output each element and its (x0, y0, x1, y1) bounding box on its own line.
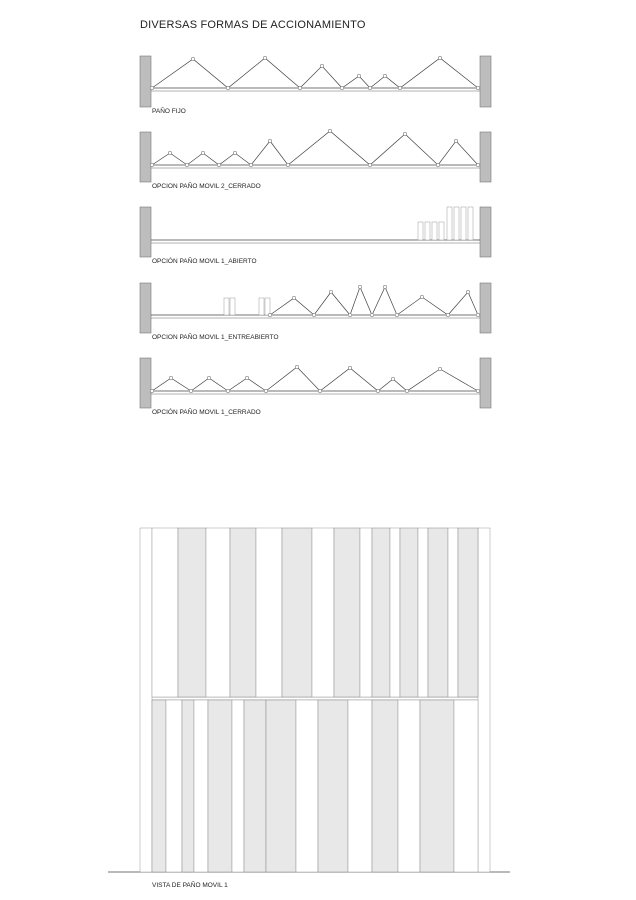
hinge-node (189, 389, 193, 393)
hinge-node (298, 86, 302, 90)
mesh-panel (244, 700, 266, 872)
hinge-node (312, 313, 316, 317)
hinge-node (358, 285, 362, 289)
left-wall (140, 283, 151, 333)
section-movil1-cerrado (140, 358, 491, 408)
section-label-movil1-abierto: OPCIÓN PAÑO MOVIL 1_ABIERTO (152, 258, 257, 265)
hinge-node (286, 163, 290, 167)
plain-panel (206, 528, 230, 697)
hinge-node (438, 56, 442, 60)
hinge-node (169, 376, 173, 380)
plain-panel (348, 700, 372, 872)
mesh-panel (458, 528, 478, 697)
left-wall (140, 132, 151, 182)
hinge-nodes (150, 56, 480, 393)
right-wall (480, 132, 491, 182)
hinge-node (292, 296, 296, 300)
hinge-node (395, 313, 399, 317)
folding-panels (152, 131, 478, 165)
section-label-movil2-cerrado: OPCION PAÑO MOVIL 2_CERRADO (152, 183, 261, 190)
hinge-node (405, 389, 409, 393)
hinge-node (226, 389, 230, 393)
folding-panels (270, 287, 478, 315)
hinge-node (191, 57, 195, 61)
mesh-panel (178, 528, 206, 697)
hinge-node (476, 163, 480, 167)
mesh-panel (282, 528, 312, 697)
stacked-panels (224, 298, 270, 315)
stacked-panel (468, 207, 473, 240)
mesh-panel (372, 528, 390, 697)
hinge-node (268, 139, 272, 143)
hinge-node (295, 365, 299, 369)
mesh-panel (334, 528, 360, 697)
mesh-panel (318, 700, 348, 872)
section-label-movil1-entreabierto: OPCION PAÑO MOVIL 1_ENTREABIERTO (152, 334, 279, 341)
stacked-panel (259, 298, 264, 315)
mesh-panel (372, 700, 398, 872)
stacked-panel (447, 207, 452, 240)
hinge-node (207, 376, 211, 380)
mesh-panel (428, 528, 448, 697)
hinge-node (185, 163, 189, 167)
hinge-node (376, 389, 380, 393)
section-label-movil1-cerrado: OPCIÓN PAÑO MOVIL 1_CERRADO (152, 409, 261, 416)
hinge-node (454, 139, 458, 143)
left-wall (140, 207, 151, 257)
hinge-node (438, 367, 442, 371)
hinge-node (340, 86, 344, 90)
hinge-node (201, 151, 205, 155)
hinge-node (268, 313, 272, 317)
right-wall (480, 207, 491, 257)
hinge-node (263, 56, 267, 60)
hinge-node (383, 285, 387, 289)
stacked-panel (461, 207, 466, 240)
right-wall (480, 283, 491, 333)
hinge-node (328, 129, 332, 133)
hinge-node (370, 313, 374, 317)
left-wall (140, 56, 151, 107)
hinge-node (476, 86, 480, 90)
hinge-node (320, 64, 324, 68)
section-movil1-entreabierto (140, 283, 491, 333)
hinge-node (368, 86, 372, 90)
stacked-panel (432, 222, 437, 240)
stacked-panel (230, 298, 235, 315)
hinge-node (264, 389, 268, 393)
hinge-node (383, 74, 387, 78)
right-wall (480, 56, 491, 107)
section-movil2-cerrado (140, 131, 491, 182)
plain-panel (232, 700, 244, 872)
hinge-node (436, 163, 440, 167)
hinge-node (245, 376, 249, 380)
section-movil1-abierto (140, 207, 491, 257)
end-post (140, 528, 152, 872)
hinge-node (420, 295, 424, 299)
plain-panel (360, 528, 372, 697)
hinge-node (391, 377, 395, 381)
end-post (478, 528, 490, 872)
elevation-view (108, 528, 510, 872)
mesh-panel (208, 700, 232, 872)
stacked-panel (454, 207, 459, 240)
right-wall (480, 358, 491, 408)
stacked-panel (265, 298, 270, 315)
stacked-panel (224, 298, 229, 315)
mesh-panel (400, 528, 418, 697)
mesh-panel (266, 700, 296, 872)
plain-panel (418, 528, 428, 697)
plain-panel (448, 528, 458, 697)
hinge-node (348, 366, 352, 370)
hinge-node (348, 313, 352, 317)
folding-panels (152, 58, 478, 88)
hinge-node (249, 163, 253, 167)
mesh-panel (230, 528, 256, 697)
hinge-node (476, 313, 480, 317)
plain-panel (166, 700, 182, 872)
plain-panel (296, 700, 318, 872)
left-wall (140, 358, 151, 408)
folding-panels (152, 367, 478, 391)
section-label-fijo: PAÑO FIJO (152, 108, 186, 115)
hinge-node (150, 389, 154, 393)
mesh-panel (420, 700, 454, 872)
sheet-title: DIVERSAS FORMAS DE ACCIONAMIENTO (140, 19, 366, 31)
plain-panel (312, 528, 334, 697)
stacked-panel (425, 222, 430, 240)
stacked-panels (418, 207, 473, 240)
mesh-panel (152, 700, 166, 872)
hinge-node (217, 163, 221, 167)
hinge-node (466, 290, 470, 294)
hinge-node (446, 313, 450, 317)
hinge-node (476, 389, 480, 393)
hinge-node (226, 86, 230, 90)
hinge-node (329, 290, 333, 294)
stacked-panel (439, 222, 444, 240)
hinge-node (150, 163, 154, 167)
elevation-label: VISTA DE PAÑO MOVIL 1 (152, 882, 228, 889)
stacked-panel (418, 222, 423, 240)
hinge-node (398, 86, 402, 90)
hinge-node (357, 74, 361, 78)
hinge-node (368, 163, 372, 167)
hinge-node (168, 151, 172, 155)
plain-panel (390, 528, 400, 697)
plain-panel (194, 700, 208, 872)
hinge-node (318, 389, 322, 393)
plain-panel (152, 528, 178, 697)
mesh-panel (182, 700, 194, 872)
plain-panel (256, 528, 282, 697)
plain-panel (398, 700, 420, 872)
hinge-node (233, 151, 237, 155)
section-fijo (140, 56, 491, 107)
hinge-node (403, 132, 407, 136)
plain-panel (454, 700, 478, 872)
hinge-node (150, 86, 154, 90)
